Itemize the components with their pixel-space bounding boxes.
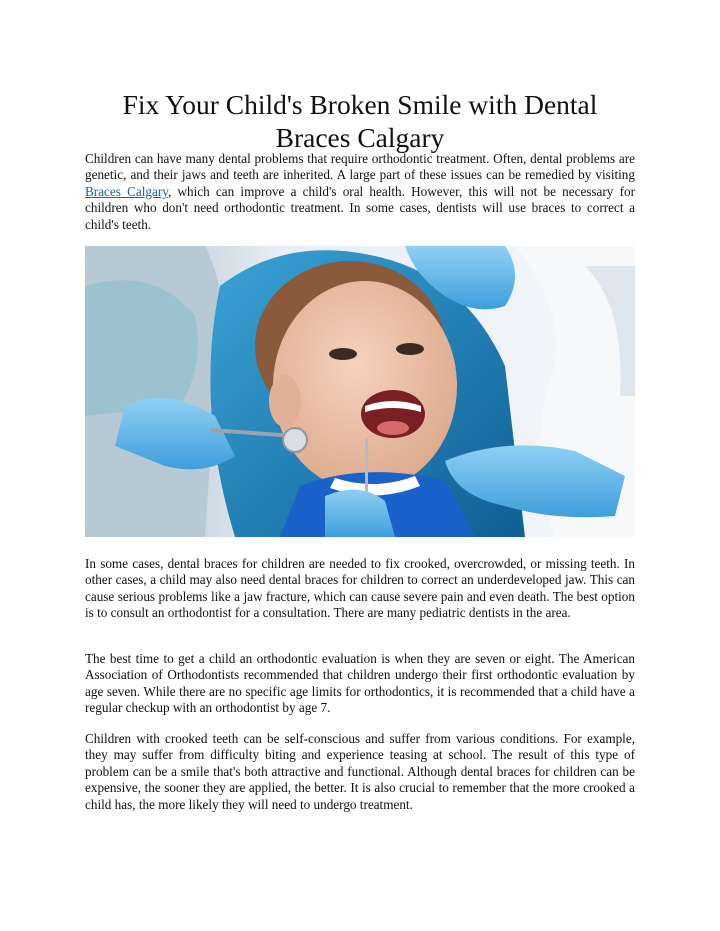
child-dental-exam-photo xyxy=(85,246,635,537)
intro-paragraph xyxy=(85,151,635,233)
body-paragraph-2: The best time to get a child an orthodontic evaluation is when they are seven or eight. The American Association of Orthodontists recommended that children undergo their first orthodontic evaluation by age seven. While there are no specific age limits for orthodontics, it is recommended that a child have a regular checkup with an orthodontist by age 7. xyxy=(85,651,635,716)
intro-text-after-link: , which can improve a child's oral health. However, this will not be necessary for children who don't need orthodontic treatment. In some cases, dentists will use braces to correct a child's teeth. xyxy=(85,183,635,232)
body-paragraph-3: Children with crooked teeth can be self-conscious and suffer from various conditions. For example, they may suffer from difficulty biting and experience teasing at school. The result of this type of problem can be a smile that's both attractive and functional. Although dental braces for children can be expensive, the sooner they are applied, the better. It is also crucial to remember that the more crooked a child has, the more likely they will need to undergo treatment. xyxy=(85,731,635,812)
braces-calgary-link[interactable]: Braces Calgary xyxy=(85,183,168,199)
intro-text-before-link: Children can have many dental problems that require orthodontic treatment. Often, dental problems are genetic, and their jaws and teeth are inherited. A large part of these issues can be remedied by visiting xyxy=(85,151,635,183)
page-title: Fix Your Child's Broken Smile with Dental Braces Calgary xyxy=(122,89,598,153)
body-paragraph-1: In some cases, dental braces for children are needed to fix crooked, overcrowded, or missing teeth. In other cases, a child may also need dental braces for children to correct an underdeveloped jaw. This can cause serious problems like a jaw fracture, which can cause severe pain and even death. The best option is to consult an orthodontist for a consultation. There are many pediatric dentists in the area. xyxy=(85,556,635,621)
